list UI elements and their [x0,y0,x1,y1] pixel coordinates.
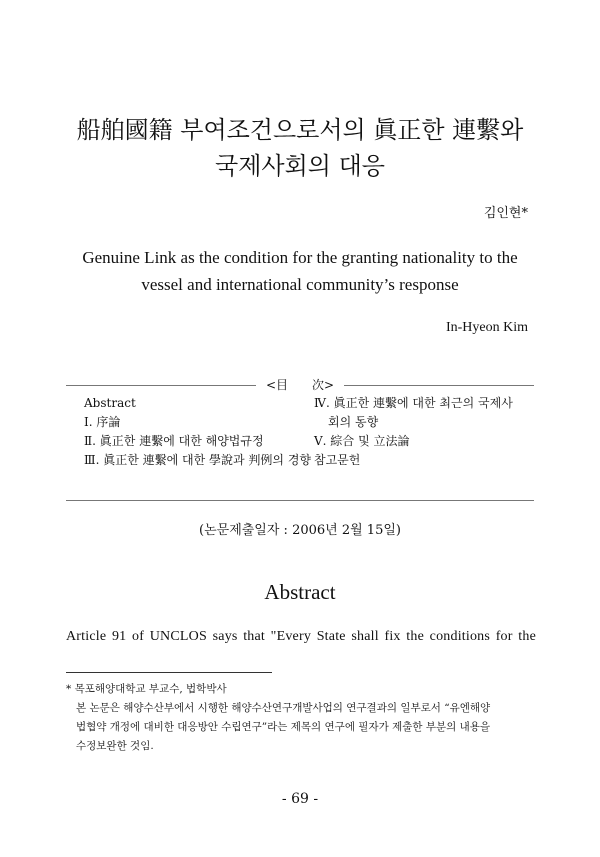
english-title [60,244,540,298]
korean-author: 김인현* [483,206,528,221]
toc-rule-right [344,385,534,386]
footnote-note-line-3: 수정보완한 것임. [76,740,154,752]
toc-item-4[interactable]: Ⅳ. 眞正한 連繫에 대한 최근의 국제사 [314,396,513,410]
toc-item-1[interactable]: Ⅰ. 序論 [84,415,121,429]
toc-right-column [314,394,534,470]
toc-item-5[interactable]: Ⅴ. 綜合 및 立法論 [314,434,410,448]
english-title-line-1: Genuine Link as the condition for the granting nationality to the [82,248,518,267]
table-of-contents [66,378,534,501]
footnote-note-line-1: 본 논문은 해양수산부에서 시행한 해양수산연구개발사업의 연구결과의 일부로서 “유엔해양 [76,702,491,714]
toc-item-abstract[interactable]: Abstract [84,396,136,410]
english-title-line-2: vessel and international community’s response [141,275,459,294]
page-number: - 69 - [281,791,319,807]
footnote-affiliation: * 목포해양대학교 부교수, 법학박사 [66,683,227,695]
toc-heading: <目 次> [265,378,335,392]
korean-title-line-1: 船舶國籍 부여조건으로서의 眞正한 連繫와 [76,116,524,144]
korean-title [40,112,560,184]
footnote-divider [66,672,272,673]
footnote-note-line-2: 법협약 개정에 대비한 대응방안 수립연구”라는 제목의 연구에 필자가 제출한 부분의 내용을 [76,721,491,733]
toc-left-column [84,394,314,470]
toc-item-2[interactable]: Ⅱ. 眞正한 連繫에 대한 해양법규정 [84,434,264,448]
toc-item-references[interactable]: 참고문헌 [314,453,361,467]
abstract-first-line: Article 91 of UNCLOS says that "Every State shall fix the conditions for the [66,629,536,644]
english-author: In-Hyeon Kim [445,320,528,335]
toc-header [66,378,534,392]
submission-date: (논문제출일자 : 2006년 2월 15일) [199,523,401,538]
korean-title-line-2: 국제사회의 대응 [215,152,385,180]
toc-rule-left [66,385,256,386]
abstract-heading: Abstract [264,580,336,604]
footnotes [66,680,536,756]
toc-item-3[interactable]: Ⅲ. 眞正한 連繫에 대한 學說과 判例의 경향 [84,453,312,467]
toc-item-4-continued[interactable]: 회의 동향 [328,415,379,429]
